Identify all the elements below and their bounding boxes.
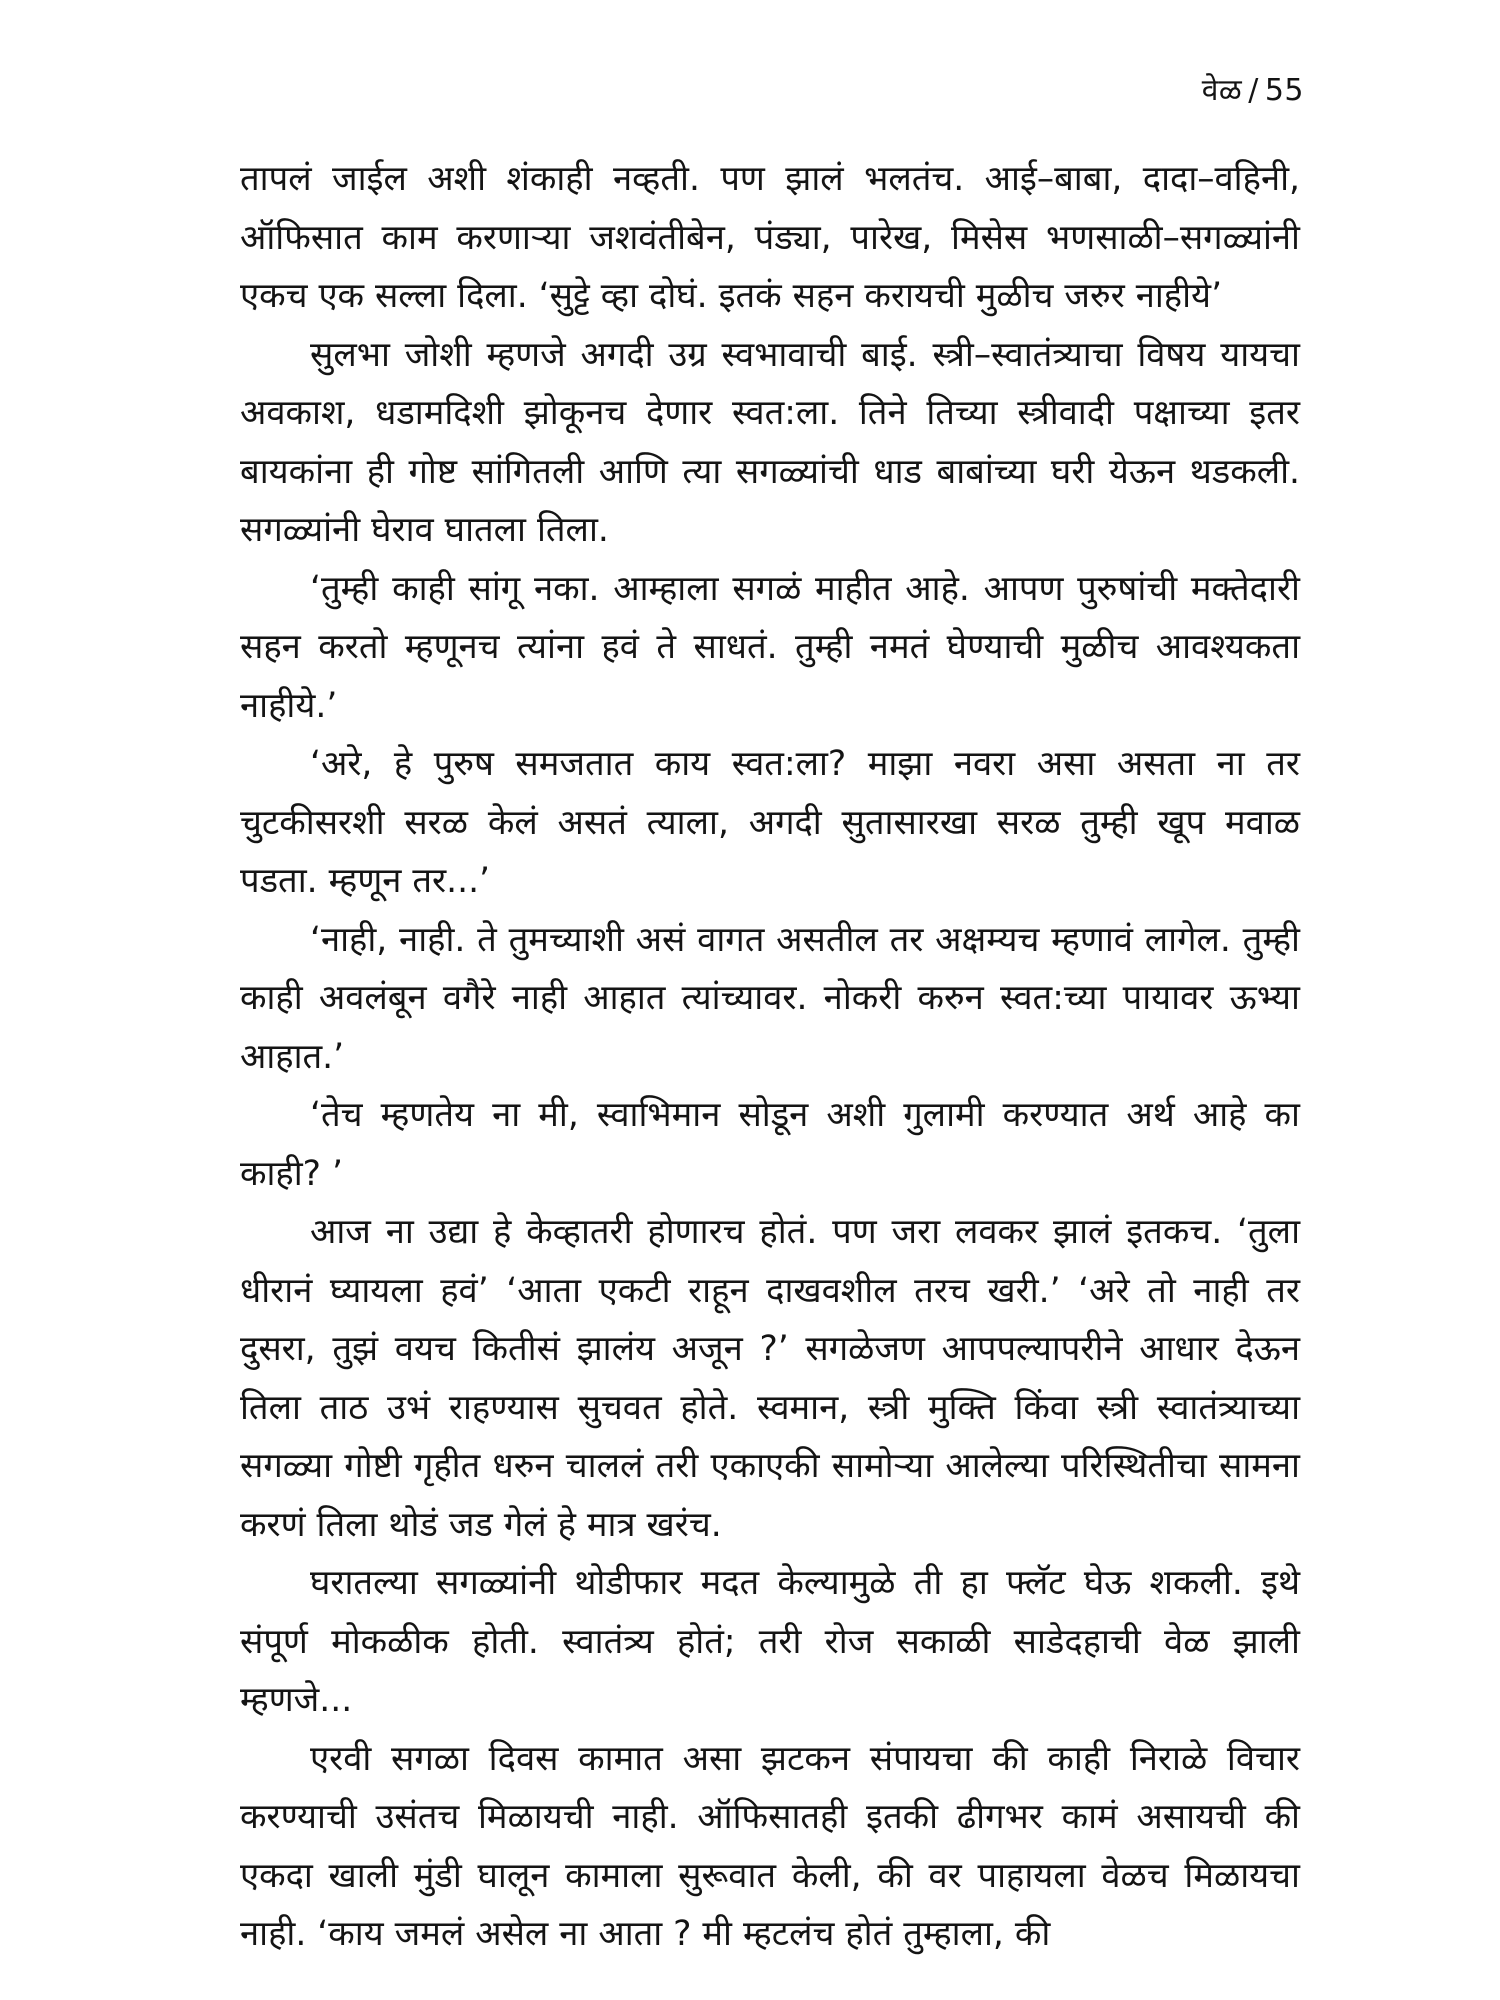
header-separator: /: [1248, 73, 1259, 108]
dialogue-paragraph: ‘नाही, नाही. ते तुमच्याशी असं वागत असतील तर अक्षम्यच म्हणावं लागेल. तुम्ही काही अवलंबून वगैरे नाही आहात त्यांच्यावर. नोकरी करुन स्वत:च्या पायावर ऊभ्या आहात.’: [240, 919, 1300, 1077]
paragraph: एरवी सगळा दिवस कामात असा झटकन संपायचा की काही निराळे विचार करण्याची उसंतच मिळायची नाही. ऑफिसातही इतकी ढीगभर कामं असायची की एकदा खाली मुंडी घालून कामाला सुरूवात केली, की वर पाहायला वेळच मिळायचा नाही. ‘काय जमलं असेल ना आता ? मी म्हटलंच होतं तुम्हाला, की: [240, 1738, 1300, 1954]
dialogue-paragraph: ‘तुम्ही काही सांगू नका. आम्हाला सगळं माहीत आहे. आपण पुरुषांची मक्तेदारी सहन करतो म्हणूनच त्यांना हवं ते साधतं. तुम्ही नमतं घेण्याची मुळीच आवश्यकता नाहीये.’: [240, 568, 1300, 726]
paragraph-continuation: तापलं जाईल अशी शंकाही नव्हती. पण झालं भलतंच. आई–बाबा, दादा–वहिनी, ऑफिसात काम करणाऱ्या जशवंतीबेन, पंड्या, पारेख, मिसेस भणसाळी–सगळ्यांनी एकच एक सल्ला दिला. ‘सुट्टे व्हा दोघं. इतकं सहन करायची मुळीच जरुर नाहीये’: [240, 159, 1300, 316]
paragraph: सुलभा जोशी म्हणजे अगदी उग्र स्वभावाची बाई. स्त्री–स्वातंत्र्याचा विषय यायचा अवकाश, धडामदिशी झोकूनच देणार स्वत:ला. तिने तिच्या स्त्रीवादी पक्षाच्या इतर बायकांना ही गोष्ट सांगितली आणि त्या सगळ्यांची धाड बाबांच्या घरी येऊन थडकली. सगळ्यांनी घेराव घातला तिला.: [240, 334, 1300, 550]
dialogue-paragraph: ‘अरे, हे पुरुष समजतात काय स्वत:ला? माझा नवरा असा असता ना तर चुटकीसरशी सरळ केलं असतं त्याला, अगदी सुतासारखा सरळ तुम्ही खूप मवाळ पडता. म्हणून तर...’: [240, 744, 1300, 901]
dialogue-paragraph: ‘तेच म्हणतेय ना मी, स्वाभिमान सोडून अशी गुलामी करण्यात अर्थ आहे का काही? ’: [240, 1095, 1300, 1194]
paragraph: घरातल्या सगळ्यांनी थोडीफार मदत केल्यामुळे ती हा फ्लॅट घेऊ शकली. इथे संपूर्ण मोकळीक होती. स्वातंत्र्य होतं; तरी रोज सकाळी साडेदहाची वेळ झाली म्हणजे...: [240, 1563, 1300, 1720]
running-header: [1202, 68, 1304, 109]
body-text: [240, 150, 1300, 1964]
running-title: वेळ: [1201, 73, 1243, 108]
paragraph: आज ना उद्या हे केव्हातरी होणारच होतं. पण जरा लवकर झालं इतकच. ‘तुला धीरानं घ्यायला हवं’ ‘आता एकटी राहून दाखवशील तरच खरी.’ ‘अरे तो नाही तर दुसरा, तुझं वयच कितीसं झालंय अजून ?’ सगळेजण आपपल्यापरीने आधार देऊन तिला ताठ उभं राहण्यास सुचवत होते. स्वमान, स्त्री मुक्ति किंवा स्त्री स्वातंत्र्याच्या सगळ्या गोष्टी गृहीत धरुन चाललं तरी एकाएकी सामोऱ्या आलेल्या परिस्थितीचा सामना करणं तिला थोडं जड गेलं हे मात्र खरंच.: [240, 1212, 1300, 1545]
page-number: 55: [1264, 73, 1304, 108]
